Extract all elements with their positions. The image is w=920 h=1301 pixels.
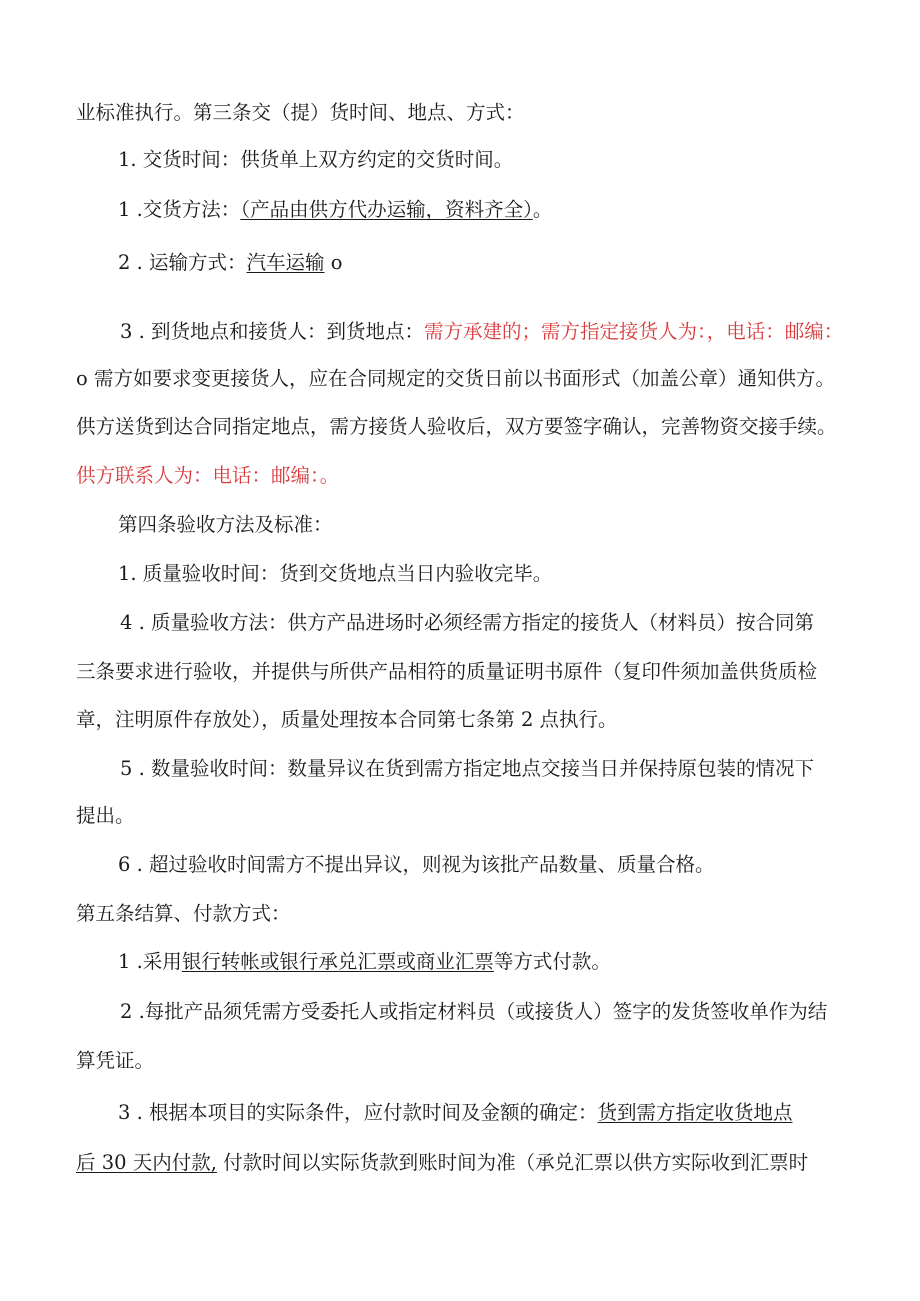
underlined-text: 后 30 天内付款, bbox=[76, 1151, 217, 1174]
line-text: 1 .交货方法： bbox=[118, 198, 241, 221]
line-text: 2 .每批产品须凭需方受委托人或指定材料员（或接货人）签字的发货签收单作为结 bbox=[120, 1000, 828, 1023]
line-text: 第五条结算、付款方式： bbox=[76, 902, 291, 925]
line-text: 3 . 根据本项目的实际条件，应付款时间及金额的确定： bbox=[118, 1101, 598, 1124]
underlined-text: 货到需方指定收货地点 bbox=[597, 1101, 793, 1124]
line-text: 2 . 运输方式： bbox=[118, 251, 247, 274]
section-heading bbox=[118, 512, 333, 538]
text-line bbox=[118, 561, 552, 587]
text-line bbox=[76, 707, 618, 733]
line-text: 等方式付款。 bbox=[493, 950, 611, 973]
red-text: 供方联系人为：电话：邮编：。 bbox=[76, 464, 340, 487]
line-text: 提出。 bbox=[76, 804, 135, 827]
red-text: 需方承建的；需方指定接货人为：，电话：邮编： bbox=[424, 320, 844, 343]
line-text: 5 . 数量验收时间：数量异议在货到需方指定地点交接当日并保持原包装的情况下 bbox=[120, 757, 815, 780]
text-line bbox=[118, 949, 611, 975]
text-line bbox=[118, 250, 342, 276]
text-line bbox=[120, 999, 827, 1025]
line-text: 6 . 超过验收时间需方不提出异议，则视为该批产品数量、质量合格。 bbox=[118, 853, 715, 876]
text-line bbox=[76, 659, 817, 685]
line-text: o bbox=[324, 251, 343, 274]
text-line bbox=[76, 803, 135, 829]
line-text: 供方送货到达合同指定地点，需方接货人验收后，双方要签字确认，完善物资交接手续。 bbox=[76, 415, 837, 438]
line-text: 1. 质量验收时间：货到交货地点当日内验收完毕。 bbox=[118, 562, 553, 585]
text-line bbox=[76, 366, 835, 392]
line-text: o 需方如要求变更接货人，应在合同规定的交货日前以书面形式（加盖公章）通知供方。 bbox=[76, 367, 835, 390]
text-line bbox=[120, 319, 843, 345]
text-line bbox=[76, 1048, 154, 1074]
line-text: 算凭证。 bbox=[76, 1049, 155, 1072]
text-line bbox=[76, 463, 339, 489]
line-text: 付款时间以实际货款到账时间为准（承兑汇票以供方实际收到汇票时 bbox=[216, 1151, 809, 1174]
line-text: 1 .采用 bbox=[118, 950, 182, 973]
line-text: 1. 交货时间：供货单上双方约定的交货时间。 bbox=[118, 148, 514, 171]
text-line bbox=[118, 147, 513, 173]
line-text: 业标准执行。第三条交（提）货时间、地点、方式： bbox=[76, 101, 525, 124]
line-text: 第四条验收方法及标准： bbox=[118, 513, 333, 536]
line-text: 。 bbox=[532, 198, 553, 221]
text-line bbox=[76, 100, 525, 126]
text-line bbox=[76, 1150, 808, 1176]
line-text: 3 . 到货地点和接货人：到货地点： bbox=[120, 320, 425, 343]
text-line bbox=[118, 1100, 793, 1126]
text-line bbox=[120, 756, 814, 782]
underlined-text: 汽车运输 bbox=[246, 251, 325, 274]
text-line bbox=[118, 852, 715, 878]
text-line bbox=[76, 414, 837, 440]
line-text: 章，注明原件存放处），质量处理按本合同第七条第 2 点执行。 bbox=[76, 708, 618, 731]
underlined-text: 银行转帐或银行承兑汇票或商业汇票 bbox=[181, 950, 494, 973]
underlined-text: （产品由供方代办运输，资料齐全） bbox=[240, 198, 533, 221]
line-text: 4 . 质量验收方法：供方产品进场时必须经需方指定的接货人（材料员）按合同第 bbox=[120, 611, 815, 634]
section-heading bbox=[76, 901, 291, 927]
text-line bbox=[118, 197, 552, 223]
line-text: 三条要求进行验收，并提供与所供产品相符的质量证明书原件（复印件须加盖供货质检 bbox=[76, 660, 818, 683]
text-line bbox=[120, 610, 814, 636]
